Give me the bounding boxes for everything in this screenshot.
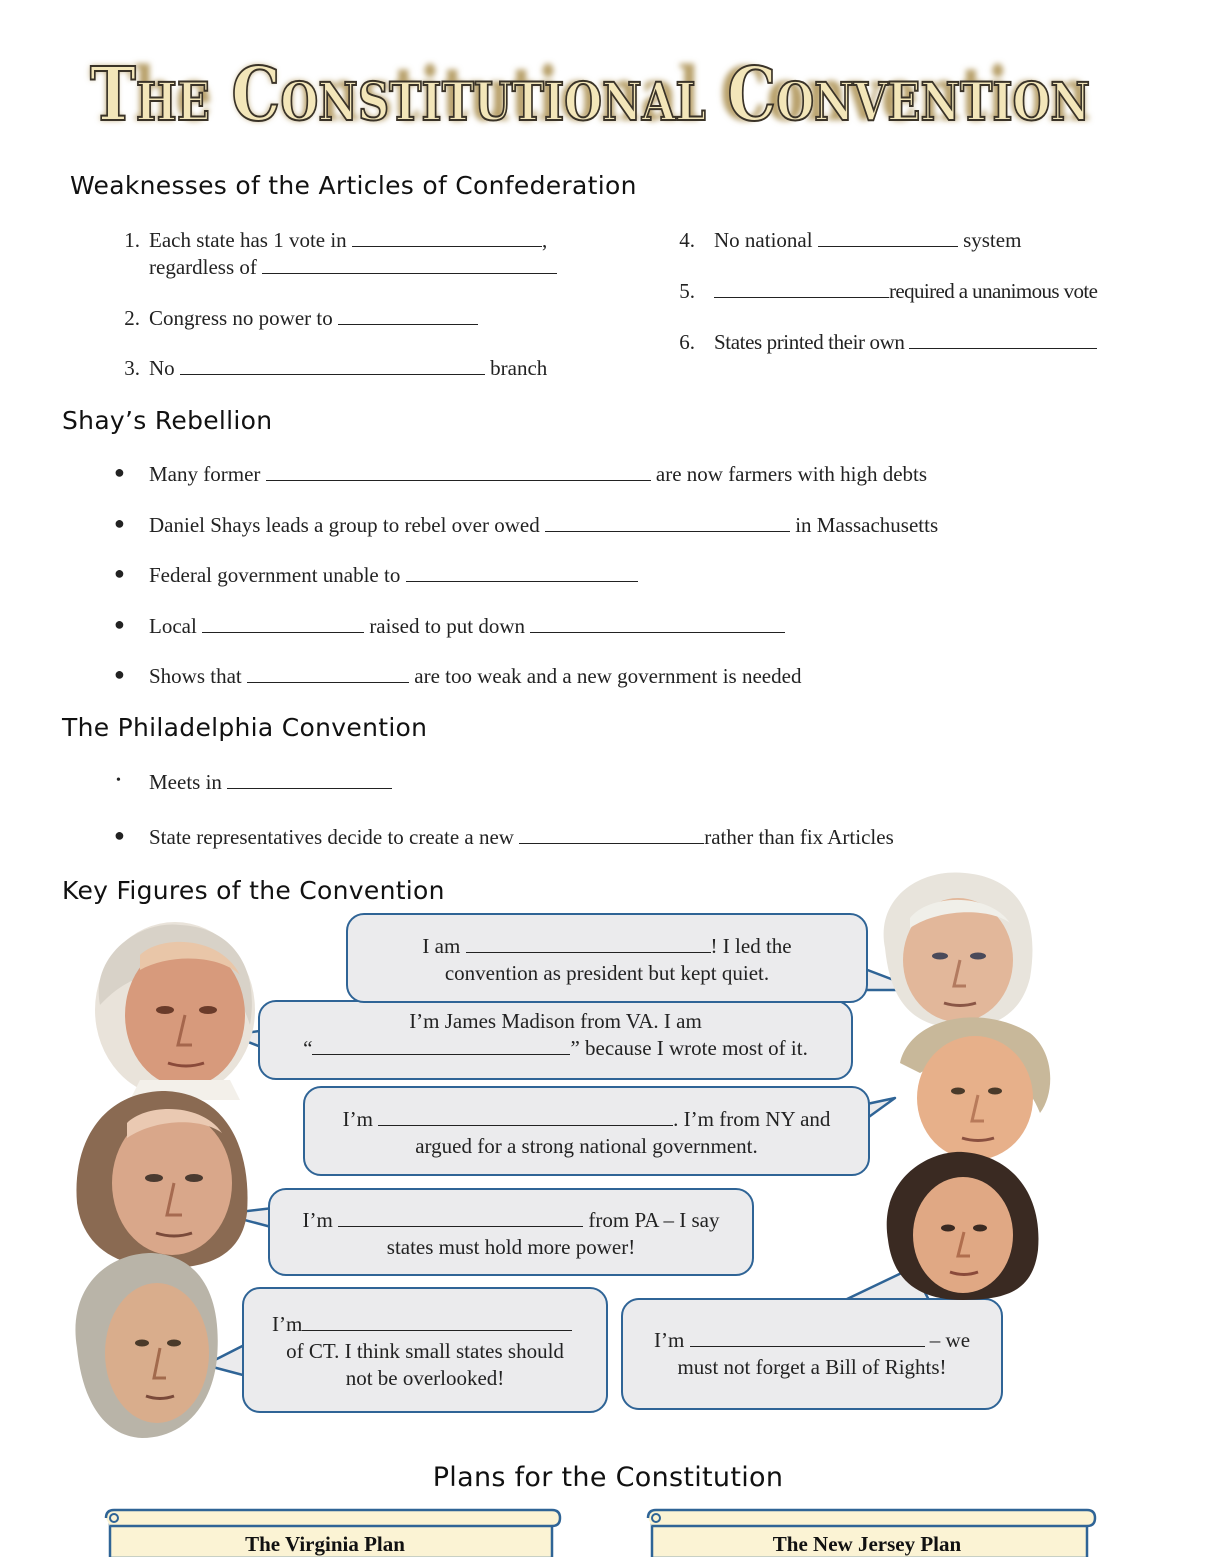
- section-heading-plans: Plans for the Constitution: [432, 1462, 784, 1493]
- bubble-text: convention as president but kept quiet.: [444, 961, 770, 985]
- fill-in-blank[interactable]: [338, 1208, 583, 1227]
- bubble-text: I am: [422, 934, 461, 958]
- title-text: The Constitutional Convention: [90, 52, 1090, 138]
- fill-in-blank[interactable]: [302, 1312, 572, 1331]
- item-text: State representatives decide to create a new: [149, 825, 514, 849]
- item-text: Daniel Shays leads a group to rebel over owed: [149, 513, 540, 537]
- speech-bubble-hamilton: [303, 1086, 870, 1176]
- fill-in-blank[interactable]: [378, 1107, 673, 1126]
- fill-in-blank[interactable]: [714, 279, 889, 298]
- speech-bubble-madison: [258, 1000, 853, 1080]
- item-text: system: [963, 228, 1022, 252]
- page-title: [80, 48, 1100, 138]
- item-text: Meets in: [149, 770, 222, 794]
- speech-bubble-franklin: [268, 1188, 754, 1276]
- portrait-sherman: [62, 1248, 227, 1438]
- bubble-text: ! I led the: [710, 934, 792, 958]
- item-number: 5.: [679, 279, 695, 303]
- bubble-text: . I’m from NY and: [673, 1107, 831, 1131]
- fill-in-blank[interactable]: [247, 664, 409, 683]
- bubble-text: from PA – I say: [588, 1208, 720, 1232]
- item-text: required a unanimous vote: [889, 279, 1098, 303]
- bubble-text: – we: [929, 1328, 971, 1352]
- bubble-text: I’m: [653, 1328, 685, 1352]
- title-shadow: The Constitutional Convention: [90, 52, 1090, 138]
- portrait-madison: [80, 915, 265, 1100]
- bubble-text: not be overlooked!: [345, 1366, 505, 1390]
- item-text: No national: [714, 228, 813, 252]
- fill-in-blank[interactable]: [909, 330, 1097, 349]
- item-text: are too weak and a new government is needed: [414, 664, 802, 688]
- bubble-text: “: [303, 1036, 313, 1060]
- bubble-text: I’m James Madison from VA. I am: [409, 1009, 702, 1033]
- bubble-text: states must hold more power!: [386, 1235, 636, 1259]
- bubble-text: of CT. I think small states should: [286, 1339, 564, 1363]
- fill-in-blank[interactable]: [266, 462, 651, 481]
- bubble-text: must not forget a Bill of Rights!: [677, 1355, 947, 1379]
- section-heading-shays: Shay’s Rebellion: [62, 406, 273, 435]
- section-heading-weaknesses: Weaknesses of the Articles of Confederation: [70, 171, 637, 200]
- section-heading-philadelphia: The Philadelphia Convention: [62, 713, 428, 742]
- item-text: Many former: [149, 462, 261, 486]
- item-text: States printed their own: [714, 330, 905, 354]
- weakness-item-1-cont: [149, 255, 557, 280]
- item-text: ,: [541, 228, 548, 252]
- fill-in-blank[interactable]: [262, 255, 557, 274]
- fill-in-blank[interactable]: [818, 228, 958, 247]
- bubble-text: I’m: [302, 1208, 333, 1232]
- fill-in-blank[interactable]: [338, 306, 478, 325]
- item-text: rather than fix Articles: [704, 825, 894, 849]
- bubble-text: I’m: [272, 1312, 303, 1336]
- item-text: are now farmers with high debts: [655, 462, 928, 486]
- item-text: raised to put down: [369, 614, 526, 638]
- item-text: Congress no power to: [149, 306, 333, 330]
- fill-in-blank[interactable]: [227, 770, 392, 789]
- item-number: 2.: [124, 306, 140, 330]
- fill-in-blank[interactable]: [180, 356, 485, 375]
- fill-in-blank[interactable]: [519, 825, 704, 844]
- item-number: 1.: [124, 228, 140, 252]
- item-number: 6.: [679, 330, 695, 354]
- portrait-mason: [878, 1150, 1043, 1300]
- speech-bubble-sherman: [242, 1287, 608, 1413]
- item-text: Shows that: [149, 664, 242, 688]
- portrait-franklin: [72, 1083, 257, 1268]
- speech-bubble-mason: [621, 1298, 1003, 1410]
- item-text: Local: [149, 614, 197, 638]
- speech-bubble-washington: [346, 913, 868, 1003]
- item-text: regardless of: [149, 255, 257, 279]
- bubble-text: I’m: [342, 1107, 373, 1131]
- item-text: Federal government unable to: [149, 563, 401, 587]
- item-text: No: [149, 356, 175, 380]
- fill-in-blank[interactable]: [545, 513, 790, 532]
- fill-in-blank[interactable]: [690, 1328, 925, 1347]
- fill-in-blank[interactable]: [202, 614, 364, 633]
- item-text: Each state has 1 vote in: [149, 228, 347, 252]
- virginia-plan-title: The Virginia Plan: [245, 1532, 405, 1556]
- bubble-text: ” because I wrote most of it.: [570, 1036, 808, 1060]
- item-number: 4.: [679, 228, 695, 252]
- new-jersey-plan-title: The New Jersey Plan: [772, 1532, 962, 1556]
- fill-in-blank[interactable]: [312, 1036, 570, 1055]
- item-number: 3.: [124, 356, 140, 380]
- bubble-text: argued for a strong national government.: [415, 1134, 758, 1158]
- fill-in-blank[interactable]: [352, 228, 542, 247]
- fill-in-blank[interactable]: [406, 563, 638, 582]
- item-text: in Massachusetts: [795, 513, 939, 537]
- fill-in-blank[interactable]: [466, 934, 711, 953]
- fill-in-blank[interactable]: [530, 614, 785, 633]
- portrait-hamilton: [880, 1003, 1058, 1163]
- item-text: branch: [490, 356, 548, 380]
- section-heading-key-figures: Key Figures of the Convention: [62, 876, 445, 905]
